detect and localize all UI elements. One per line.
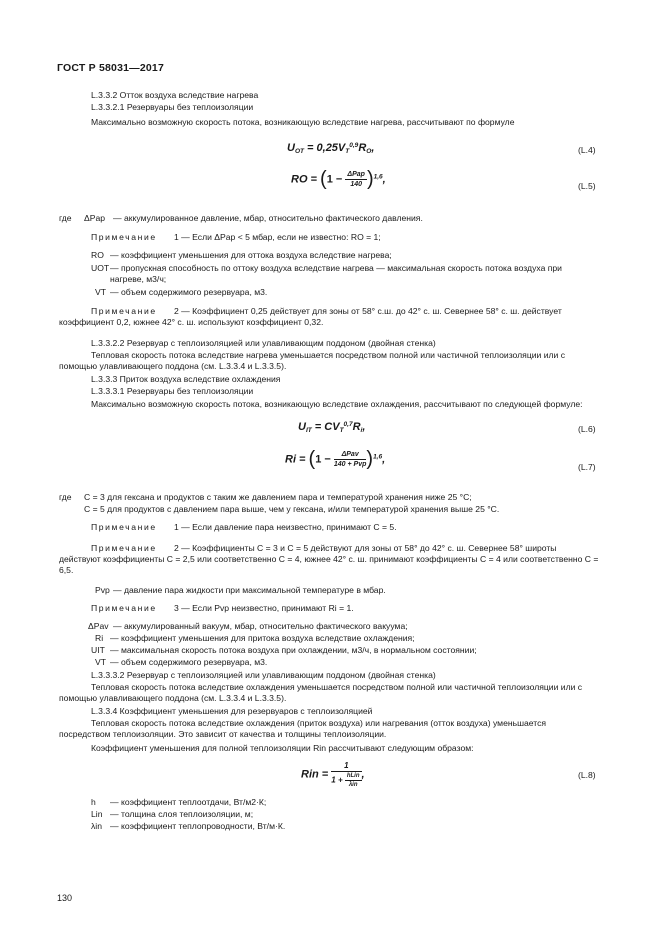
note-text: 3 — Если Pvp неизвестно, принимают Ri = 1.	[174, 603, 354, 613]
fraction-denominator: 140	[350, 181, 362, 188]
symbol-vt: VT	[95, 657, 106, 667]
subsection-heading: L.3.3.2.2 Резервуар с теплоизоляцией или улавливающим поддоном (двойная стенка)	[91, 338, 436, 348]
fraction-numerator: 1	[331, 761, 361, 772]
symbol-vt: VT	[95, 287, 106, 297]
exponent: 1,6	[373, 453, 383, 461]
note-label: Примечание	[91, 603, 157, 613]
note-label: Примечание	[91, 543, 157, 553]
section-heading: L.3.3.3 Приток воздуха вследствие охлаждения	[91, 374, 281, 384]
note-text: 1 — Если ΔPар < 5 мбар, если не известно: RO = 1;	[174, 232, 381, 242]
definition: — коэффициент теплоотдачи, Вт/м2·К;	[110, 797, 267, 807]
exponent: 1,6	[373, 173, 383, 181]
equation-number: (L.6)	[578, 424, 596, 434]
subsection-heading: L.3.3.3.2 Резервуар с теплоизоляцией или улавливающим поддоном (двойная стенка)	[91, 670, 436, 680]
fraction-numerator: ΔPav	[334, 451, 367, 460]
paragraph: Тепловая скорость потока вследствие охлаждения уменьшается посредством полной или частичной теплоизоляции или с помощью улавливающего поддона (см. L.3.3.4 и L.3.3.5).	[59, 682, 583, 703]
fraction-denominator: 140 + Pvp	[333, 461, 367, 468]
note-label: Примечание	[91, 522, 157, 532]
equation-number: (L.4)	[578, 145, 596, 155]
note-text: 2 — Коэффициенты C = 3 и C = 5 действуют для зоны от 58° до 42° с. ш. Севернее 58° широты действуют коэффициенты C = 2,5 или соответственно C = 4, южнее 42° с. ш. принимают коэффициенты C = 4 или соответственно C = 6,5.	[59, 543, 599, 575]
symbol-pav: ΔPav	[88, 621, 109, 631]
symbol-lambda: λin	[91, 821, 102, 831]
formula-l7: Ri = (1 − $\frac{\text{ΔPav}}{\text{140 + Pvp}}$ )$^{1,6}$,	[285, 448, 386, 470]
one-minus: 1 −	[315, 453, 331, 466]
equation-number: (L.8)	[578, 770, 596, 780]
symbol-uot: UOT	[91, 263, 110, 273]
formula-l4: $U_{OT} = 0,25V_T^{0,9}R_O$,	[287, 142, 375, 155]
definition: — коэффициент теплопроводности, Вт/м·К.	[110, 821, 286, 831]
formula-lhs: RO =	[291, 173, 317, 186]
formula-l5: RO = (1 − $\frac{\text{ΔPap}}{140}$ )$^{1,6}$,	[291, 168, 386, 190]
equation-number: (L.5)	[578, 181, 596, 191]
where-label: где	[59, 213, 72, 223]
formula-l8: Rin = 1 1 + $\frac{\text{hLin}}{\text{λin}}$ ,	[301, 761, 365, 788]
symbol-uit: UIT	[91, 645, 105, 655]
symbol-ro: RO	[91, 250, 104, 260]
symbol-pvp: Pvp	[95, 585, 110, 595]
symbol-h: h	[91, 797, 96, 807]
note-label: Примечание	[91, 306, 157, 316]
where-label: где	[59, 492, 72, 502]
note-text: 2 — Коэффициент 0,25 действует для зоны от 58° с.ш. до 42° с. ш. Севернее 58° с. ш. действует коэффициент 0,2, южнее 42° с. ш. используют коэффициент 0,32.	[59, 306, 562, 327]
definition: — давление пара жидкости при максимальной температуре в мбар.	[113, 585, 386, 595]
formula-lhs: Ri =	[285, 453, 306, 466]
formula-l6: $U_{IT} = CV_T^{0,7}R_i$,	[298, 421, 366, 434]
paragraph: Максимально возможную скорость потока, возникающую вследствие охлаждения, рассчитывают по следующей формуле:	[91, 399, 583, 409]
inner-denominator: λin	[348, 782, 358, 788]
definition: — объем содержимого резервуара, м3.	[110, 657, 268, 667]
equation-number: (L.7)	[578, 462, 596, 472]
definition: — коэффициент уменьшения для притока воздуха вследствие охлаждения;	[110, 633, 415, 643]
formula-lhs: Rin =	[301, 768, 329, 781]
definition: C = 5 для продуктов с давлением пара выше, чем у гексана, и/или температурой хранения выше 25 °С.	[84, 504, 500, 514]
paragraph: Коэффициент уменьшения для полной теплоизоляции Rin рассчитывают следующим образом:	[91, 743, 474, 753]
document-header: ГОСТ Р 58031—2017	[57, 62, 165, 74]
definition: — пропускная способность по оттоку воздуха вследствие нагрева — максимальная скорость потока воздуха при нагреве, м3/ч;	[110, 263, 562, 284]
fraction-numerator: ΔPap	[347, 171, 365, 178]
definition: — объем содержимого резервуара, м3.	[110, 287, 268, 297]
definition: — аккумулированное давление, мбар, относительно фактического давления.	[113, 213, 423, 223]
symbol-dpap: ΔPар	[84, 213, 106, 223]
definition: — аккумулированный вакуум, мбар, относительно фактического вакуума;	[113, 621, 408, 631]
paragraph: Тепловая скорость потока вследствие охлаждения (приток воздуха) или нагревания (отток воздуха) уменьшается посредством теплоизоляции. Это зависит от качества и толщины теплоизоляции.	[59, 718, 547, 739]
subsection-heading: L.3.3.3.1 Резервуары без теплоизоляции	[91, 386, 254, 396]
symbol-lin: Lin	[91, 809, 103, 819]
definition: — коэффициент уменьшения для оттока воздуха вследствие нагрева;	[110, 250, 392, 260]
paragraph: Тепловая скорость потока вследствие нагрева уменьшается посредством полной или частичной теплоизоляции или с помощью улавливающего поддона (см. L.3.3.4 и L.3.3.5).	[59, 350, 566, 371]
note-label: Примечание	[91, 232, 157, 242]
one-minus: 1 −	[326, 173, 343, 186]
note-text: 1 — Если давление пара неизвестно, принимают C = 5.	[174, 522, 397, 532]
section-heading: L.3.3.4 Коэффициент уменьшения для резервуаров с теплоизоляцией	[91, 706, 373, 716]
subsection-heading: L.3.3.2.1 Резервуары без теплоизоляции	[91, 102, 254, 112]
definition: — толщина слоя теплоизоляции, м;	[110, 809, 254, 819]
paragraph: Максимально возможную скорость потока, возникающую вследствие нагрева, рассчитывают по формуле	[91, 117, 515, 127]
inner-numerator: hLin	[346, 773, 360, 779]
denominator-prefix: 1 +	[331, 775, 343, 785]
symbol-ri: Ri	[95, 633, 104, 643]
section-heading: L.3.3.2 Отток воздуха вследствие нагрева	[91, 90, 259, 100]
definition: — максимальная скорость потока воздуха при охлаждении, м3/ч, в нормальном состоянии;	[110, 645, 477, 655]
page-number: 130	[57, 893, 73, 903]
definition: C = 3 для гексана и продуктов с таким же давлением пара и температурой хранения ниже 25 °С;	[84, 492, 472, 502]
